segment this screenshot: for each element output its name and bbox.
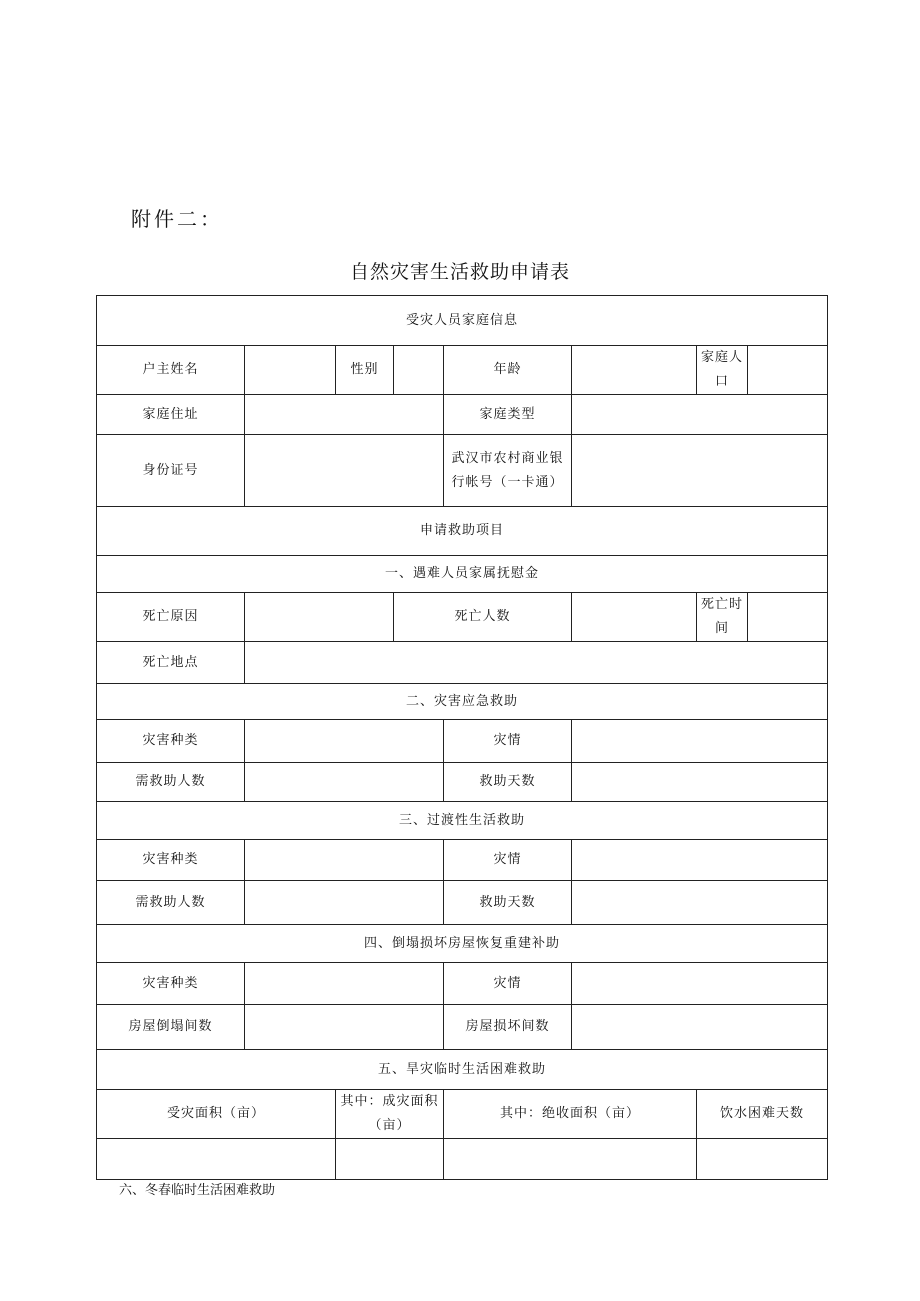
- field-death-cause[interactable]: [245, 593, 394, 642]
- label-family-size: 家庭人口: [697, 346, 748, 395]
- item1-title: 一、遇难人员家属抚慰金: [97, 556, 828, 593]
- field-disaster-situation[interactable]: [572, 720, 828, 763]
- label-disaster-type: 灾害种类: [97, 963, 245, 1005]
- item6-title: 六、冬春临时生活困难救助: [119, 1183, 276, 1198]
- field-family-size[interactable]: [748, 346, 828, 395]
- section-heading-family-info: 受灾人员家庭信息: [97, 296, 828, 346]
- label-age: 年龄: [444, 346, 572, 395]
- table-row: [97, 346, 828, 395]
- label-disaster-situation: 灾情: [444, 840, 572, 881]
- form-title: 自然灾害生活救助申请表: [349, 261, 570, 283]
- field-disaster-situation[interactable]: [572, 840, 828, 881]
- item4-title: 四、倒塌损坏房屋恢复重建补助: [97, 925, 828, 963]
- label-id-number: 身份证号: [97, 435, 245, 507]
- label-disaster-area: 其中：成灾面积（亩）: [336, 1090, 444, 1139]
- label-gender: 性别: [336, 346, 394, 395]
- table-row: [97, 802, 828, 840]
- table-row: [97, 763, 828, 802]
- field-address[interactable]: [245, 395, 444, 435]
- label-affected-area: 受灾面积（亩）: [97, 1090, 336, 1139]
- field-death-time[interactable]: [748, 593, 828, 642]
- label-death-place: 死亡地点: [97, 642, 245, 684]
- field-aid-days[interactable]: [572, 881, 828, 925]
- table-row: [97, 507, 828, 556]
- item5-title: 五、旱灾临时生活困难救助: [97, 1050, 828, 1090]
- table-row: [97, 435, 828, 507]
- field-id-number[interactable]: [245, 435, 444, 507]
- label-collapsed-rooms: 房屋倒塌间数: [97, 1005, 245, 1050]
- table-row: [97, 1005, 828, 1050]
- field-family-type[interactable]: [572, 395, 828, 435]
- table-row: [97, 1050, 828, 1090]
- table-row: [97, 642, 828, 684]
- table-row: [97, 881, 828, 925]
- table-row: [97, 1139, 828, 1180]
- application-form-table: [96, 295, 828, 1180]
- label-disaster-situation: 灾情: [444, 720, 572, 763]
- field-disaster-situation[interactable]: [572, 963, 828, 1005]
- label-head-name: 户主姓名: [97, 346, 245, 395]
- table-row: [97, 296, 828, 346]
- field-disaster-type[interactable]: [245, 840, 444, 881]
- label-people-to-aid: 需救助人数: [97, 763, 245, 802]
- field-total-loss-area[interactable]: [444, 1139, 697, 1180]
- table-row: [97, 963, 828, 1005]
- table-row: [97, 684, 828, 720]
- table-row: [97, 840, 828, 881]
- table-row: [97, 925, 828, 963]
- label-people-to-aid: 需救助人数: [97, 881, 245, 925]
- field-collapsed-rooms[interactable]: [245, 1005, 444, 1050]
- label-disaster-type: 灾害种类: [97, 720, 245, 763]
- field-water-shortage-days[interactable]: [697, 1139, 828, 1180]
- field-damaged-rooms[interactable]: [572, 1005, 828, 1050]
- label-damaged-rooms: 房屋损坏间数: [444, 1005, 572, 1050]
- label-death-cause: 死亡原因: [97, 593, 245, 642]
- label-aid-days: 救助天数: [444, 881, 572, 925]
- label-address: 家庭住址: [97, 395, 245, 435]
- field-age[interactable]: [572, 346, 697, 395]
- label-water-shortage-days: 饮水困难天数: [697, 1090, 828, 1139]
- field-disaster-type[interactable]: [245, 720, 444, 763]
- table-row: [97, 1090, 828, 1139]
- label-death-count: 死亡人数: [394, 593, 572, 642]
- field-bank-account[interactable]: [572, 435, 828, 507]
- table-row: [97, 720, 828, 763]
- item3-title: 三、过渡性生活救助: [97, 802, 828, 840]
- field-death-count[interactable]: [572, 593, 697, 642]
- label-disaster-type: 灾害种类: [97, 840, 245, 881]
- field-people-to-aid[interactable]: [245, 881, 444, 925]
- field-aid-days[interactable]: [572, 763, 828, 802]
- field-death-place[interactable]: [245, 642, 828, 684]
- table-row: [97, 556, 828, 593]
- attachment-label: 附件二：: [131, 207, 223, 231]
- field-disaster-type[interactable]: [245, 963, 444, 1005]
- table-row: [97, 593, 828, 642]
- label-bank-account: 武汉市农村商业银行帐号（一卡通）: [444, 435, 572, 507]
- field-affected-area[interactable]: [97, 1139, 336, 1180]
- table-row: [97, 395, 828, 435]
- field-gender[interactable]: [394, 346, 444, 395]
- item2-title: 二、灾害应急救助: [97, 684, 828, 720]
- section-heading-aid-items: 申请救助项目: [97, 507, 828, 556]
- label-total-loss-area: 其中：绝收面积（亩）: [444, 1090, 697, 1139]
- label-aid-days: 救助天数: [444, 763, 572, 802]
- field-disaster-area[interactable]: [336, 1139, 444, 1180]
- label-death-time: 死亡时间: [697, 593, 748, 642]
- label-disaster-situation: 灾情: [444, 963, 572, 1005]
- field-head-name[interactable]: [245, 346, 336, 395]
- field-people-to-aid[interactable]: [245, 763, 444, 802]
- label-family-type: 家庭类型: [444, 395, 572, 435]
